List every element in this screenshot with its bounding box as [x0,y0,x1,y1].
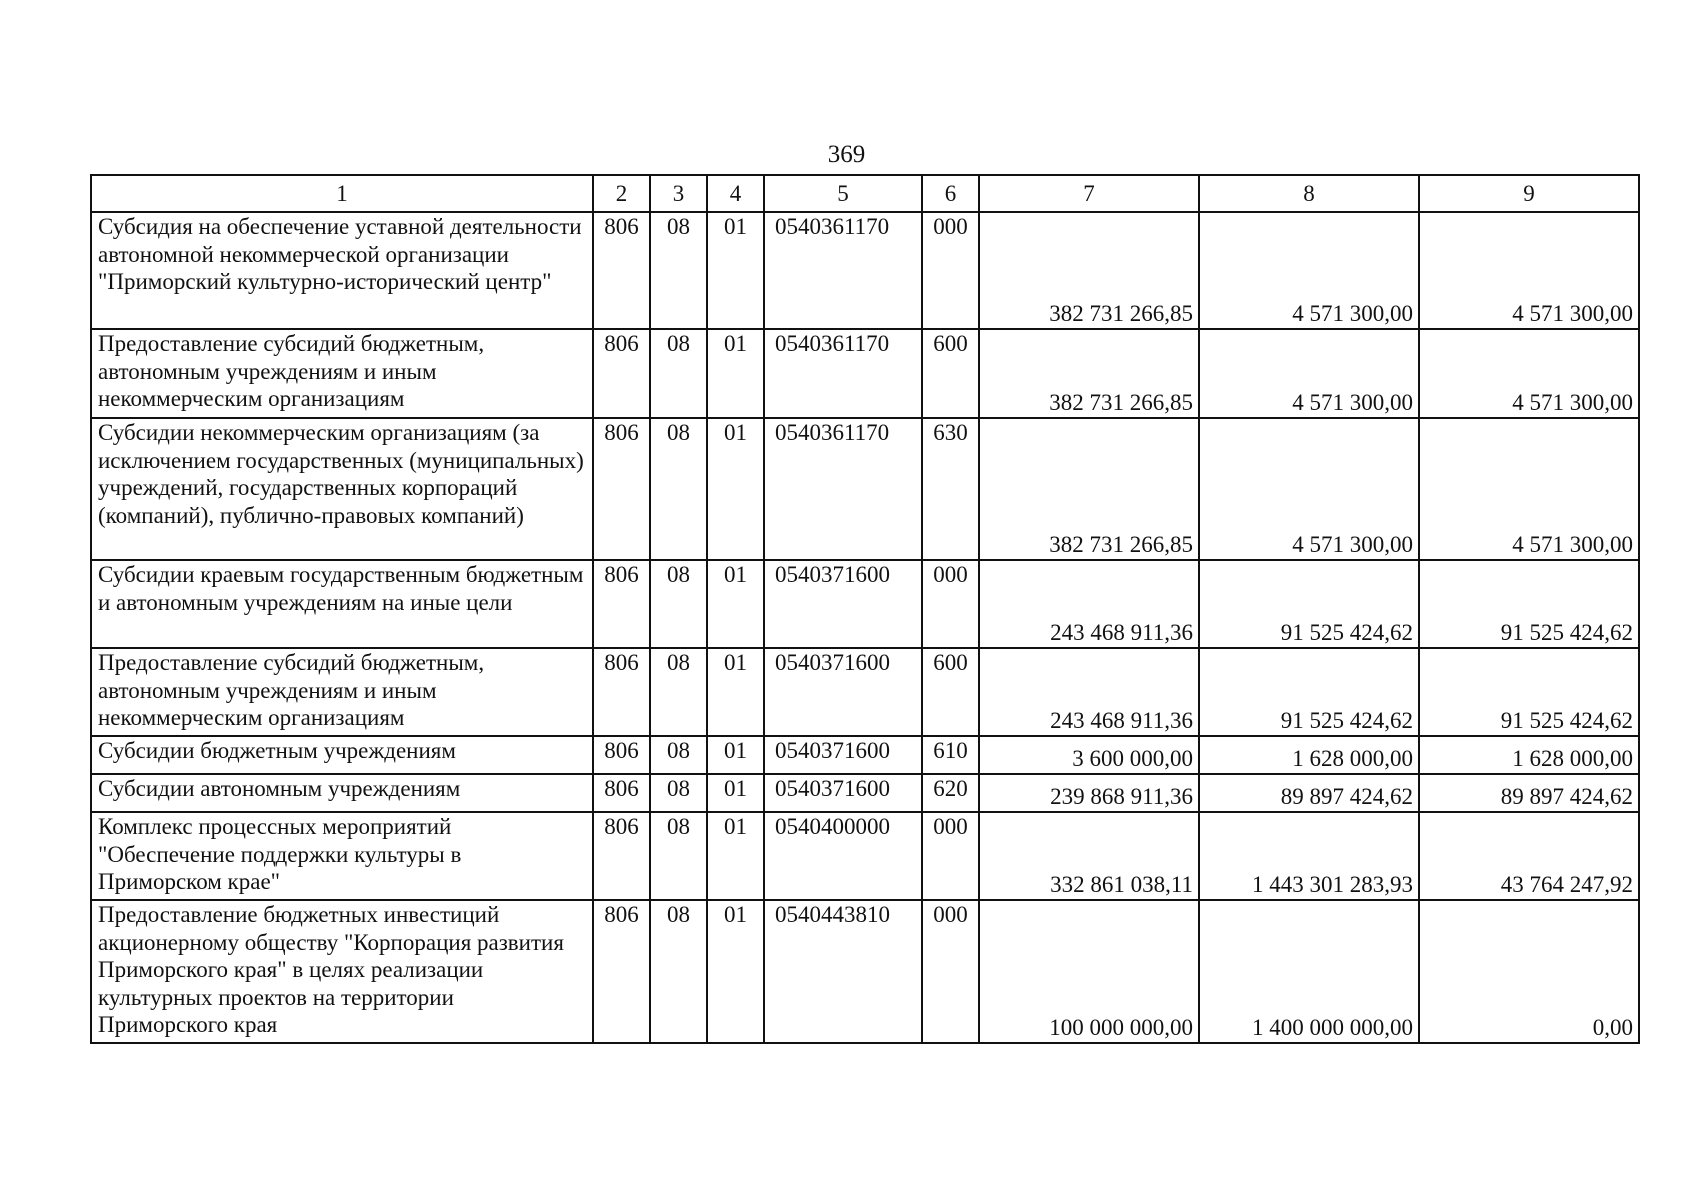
grbs-code: 806 [593,329,650,418]
amount-col-8: 1 443 301 283,93 [1199,812,1419,900]
expense-type-code: 630 [922,418,979,560]
page-number: 369 [827,141,866,168]
amount-col-7: 382 731 266,85 [979,418,1199,560]
section-code: 08 [650,812,707,900]
target-article-code: 0540371600 [764,736,922,774]
amount-col-8: 4 571 300,00 [1199,418,1419,560]
table-row [91,648,1639,736]
column-header: 2 [593,175,650,212]
amount-col-9: 1 628 000,00 [1419,736,1639,774]
section-code: 08 [650,648,707,736]
target-article-code: 0540361170 [764,418,922,560]
amount-col-7: 332 861 038,11 [979,812,1199,900]
amount-col-7: 243 468 911,36 [979,560,1199,648]
table-row [91,900,1639,1043]
section-code: 08 [650,418,707,560]
grbs-code: 806 [593,812,650,900]
table-row [91,736,1639,774]
table-row [91,812,1639,900]
expense-type-code: 620 [922,774,979,812]
column-header: 5 [764,175,922,212]
grbs-code: 806 [593,212,650,329]
subsection-code: 01 [707,774,764,812]
item-name: Субсидия на обеспечение уставной деятельности автономной некоммерческой организации "Приморский культурно-исторический центр" [91,212,593,329]
amount-col-7: 243 468 911,36 [979,648,1199,736]
subsection-code: 01 [707,812,764,900]
table-row [91,212,1639,329]
item-name: Предоставление субсидий бюджетным, автономным учреждениям и иным некоммерческим организациям [91,329,593,418]
section-code: 08 [650,212,707,329]
amount-col-7: 382 731 266,85 [979,329,1199,418]
column-header: 1 [91,175,593,212]
expense-type-code: 000 [922,212,979,329]
table-body [91,212,1639,1043]
target-article-code: 0540400000 [764,812,922,900]
table-header [91,175,1639,212]
item-name: Комплекс процессных мероприятий "Обеспечение поддержки культуры в Приморском крае" [91,812,593,900]
table-row [91,418,1639,560]
table-row [91,560,1639,648]
section-code: 08 [650,560,707,648]
column-header: 3 [650,175,707,212]
column-header: 8 [1199,175,1419,212]
table-row [91,774,1639,812]
subsection-code: 01 [707,900,764,1043]
column-header: 6 [922,175,979,212]
section-code: 08 [650,329,707,418]
expense-type-code: 000 [922,560,979,648]
amount-col-8: 4 571 300,00 [1199,329,1419,418]
expense-type-code: 600 [922,329,979,418]
target-article-code: 0540371600 [764,648,922,736]
column-header: 9 [1419,175,1639,212]
grbs-code: 806 [593,648,650,736]
subsection-code: 01 [707,212,764,329]
amount-col-9: 4 571 300,00 [1419,212,1639,329]
amount-col-7: 382 731 266,85 [979,212,1199,329]
amount-col-8: 91 525 424,62 [1199,648,1419,736]
column-header: 7 [979,175,1199,212]
target-article-code: 0540361170 [764,329,922,418]
budget-table [90,174,1640,1044]
grbs-code: 806 [593,900,650,1043]
amount-col-9: 91 525 424,62 [1419,560,1639,648]
amount-col-8: 89 897 424,62 [1199,774,1419,812]
item-name: Предоставление бюджетных инвестиций акционерному обществу "Корпорация развития Приморского края" в целях реализации культурных проектов на территории Приморского края [91,900,593,1043]
item-name: Субсидии некоммерческим организациям (за исключением государственных (муниципальных) учреждений, государственных корпораций (компаний), публично-правовых компаний) [91,418,593,560]
amount-col-7: 239 868 911,36 [979,774,1199,812]
amount-col-9: 4 571 300,00 [1419,329,1639,418]
item-name: Субсидии автономным учреждениям [91,774,593,812]
header-row [91,175,1639,212]
section-code: 08 [650,900,707,1043]
grbs-code: 806 [593,736,650,774]
expense-type-code: 600 [922,648,979,736]
amount-col-9: 89 897 424,62 [1419,774,1639,812]
subsection-code: 01 [707,418,764,560]
item-name: Предоставление субсидий бюджетным, автономным учреждениям и иным некоммерческим организациям [91,648,593,736]
amount-col-8: 4 571 300,00 [1199,212,1419,329]
target-article-code: 0540361170 [764,212,922,329]
amount-col-8: 1 628 000,00 [1199,736,1419,774]
amount-col-8: 1 400 000 000,00 [1199,900,1419,1043]
column-header: 4 [707,175,764,212]
subsection-code: 01 [707,736,764,774]
expense-type-code: 610 [922,736,979,774]
target-article-code: 0540371600 [764,774,922,812]
amount-col-8: 91 525 424,62 [1199,560,1419,648]
item-name: Субсидии бюджетным учреждениям [91,736,593,774]
amount-col-7: 100 000 000,00 [979,900,1199,1043]
subsection-code: 01 [707,648,764,736]
table-row [91,329,1639,418]
expense-type-code: 000 [922,900,979,1043]
expense-type-code: 000 [922,812,979,900]
amount-col-9: 4 571 300,00 [1419,418,1639,560]
item-name: Субсидии краевым государственным бюджетным и автономным учреждениям на иные цели [91,560,593,648]
amount-col-9: 0,00 [1419,900,1639,1043]
section-code: 08 [650,774,707,812]
subsection-code: 01 [707,329,764,418]
target-article-code: 0540371600 [764,560,922,648]
section-code: 08 [650,736,707,774]
amount-col-7: 3 600 000,00 [979,736,1199,774]
grbs-code: 806 [593,560,650,648]
grbs-code: 806 [593,774,650,812]
amount-col-9: 43 764 247,92 [1419,812,1639,900]
subsection-code: 01 [707,560,764,648]
target-article-code: 0540443810 [764,900,922,1043]
grbs-code: 806 [593,418,650,560]
amount-col-9: 91 525 424,62 [1419,648,1639,736]
